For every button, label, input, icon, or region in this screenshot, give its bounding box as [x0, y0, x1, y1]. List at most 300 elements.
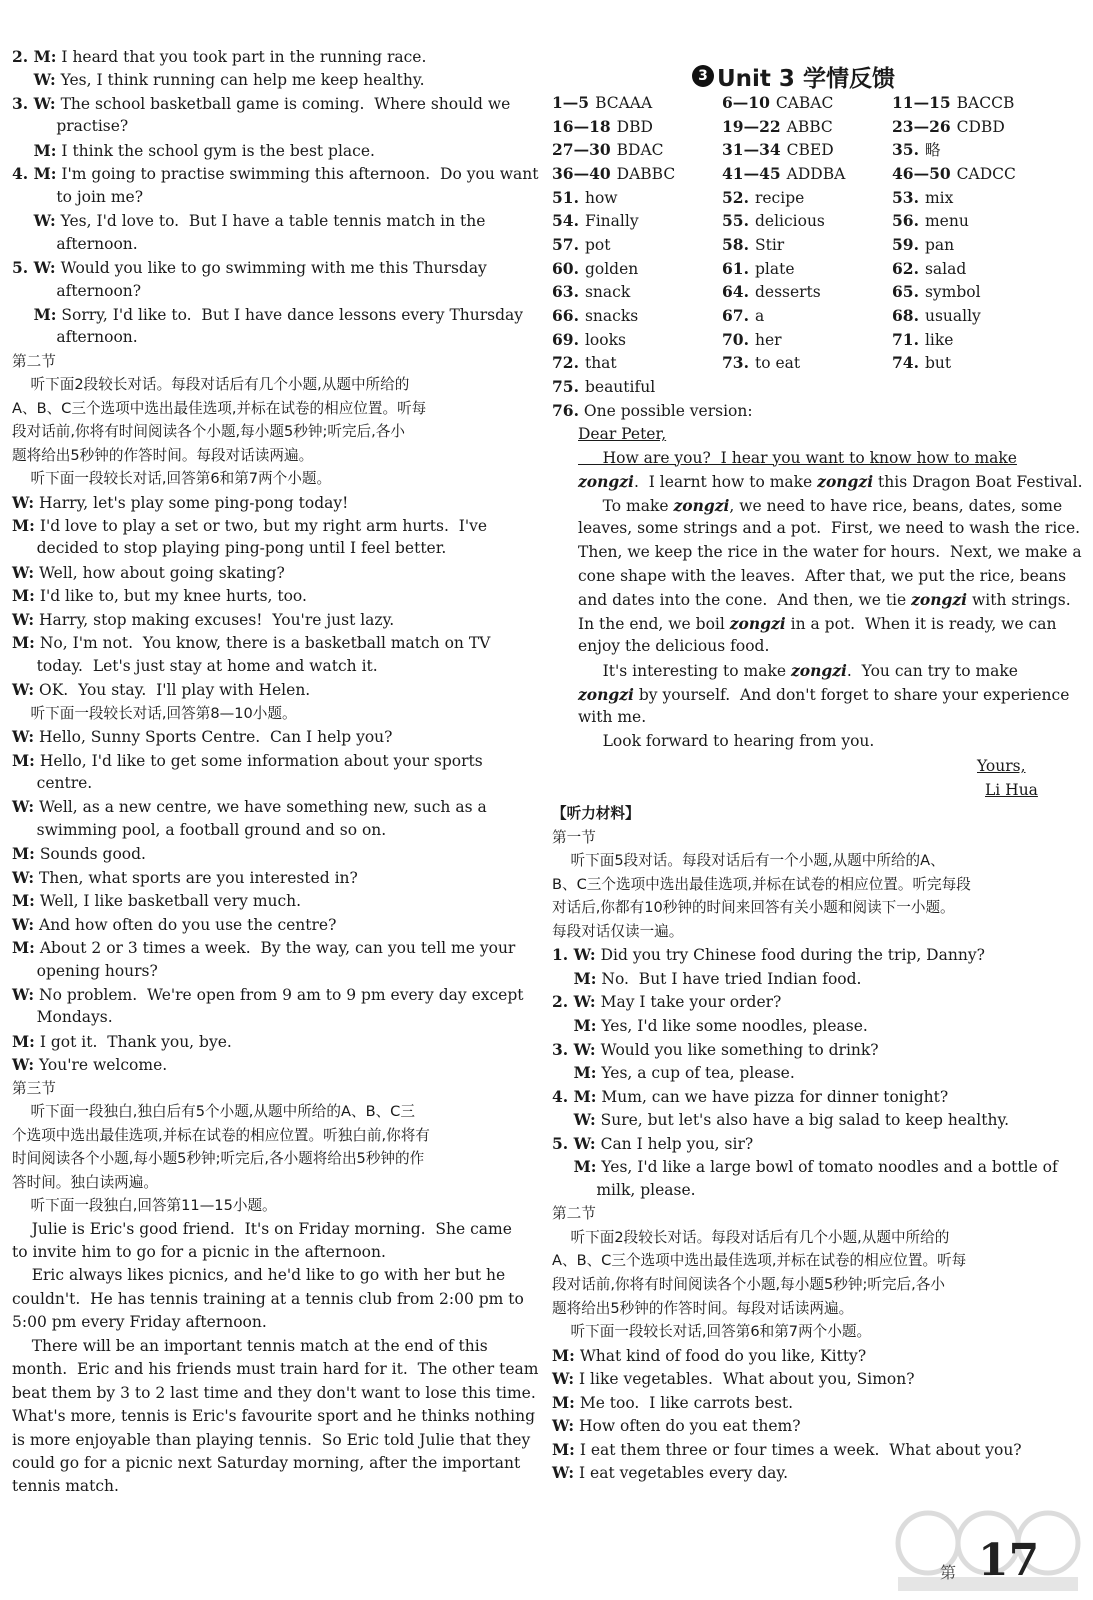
answer-item — [892, 328, 953, 353]
line-text: I like vegetables. What about you, Simon? — [574, 1370, 915, 1389]
answer-value: symbol — [924, 283, 981, 302]
answer-value: Finally — [584, 212, 639, 231]
text-line — [12, 584, 307, 608]
essay-line-text: Then, we keep the rice in the water for hours. Next, we make a — [578, 543, 1082, 561]
text-line — [12, 1288, 524, 1312]
answer-item — [892, 351, 951, 376]
line-text: Then, what sports are you interested in? — [34, 868, 358, 887]
answer-item — [552, 375, 655, 400]
answer-value: beautiful — [584, 377, 656, 396]
essay-line-text: It's interesting to make zongzi. You can try to make — [578, 661, 1018, 680]
text-line — [12, 725, 392, 749]
answer-item — [892, 304, 981, 329]
line-text: Harry, let's play some ping-pong today! — [34, 493, 349, 512]
answer-number: 63. — [552, 282, 579, 302]
essay-line-text: with me. — [578, 708, 647, 727]
answer-number: 71. — [892, 329, 919, 349]
speaker-label: 3. W: — [12, 93, 56, 113]
essay-line — [578, 447, 1017, 471]
answer-number: 54. — [552, 211, 579, 231]
answer-item — [722, 233, 784, 258]
line-text: 听下面一段较长对话,回答第8—10小题。 — [12, 704, 297, 722]
speaker-label: M: — [12, 633, 35, 653]
line-text: No problem. We're open from 9 am to 9 pm every day except — [34, 986, 524, 1004]
speaker-label: W: — [12, 609, 35, 629]
answer-value: salad — [924, 259, 967, 278]
text-line — [12, 162, 538, 186]
answer-value: CADCC — [956, 164, 1016, 183]
line-text: I'd like to, but my knee hurts, too. — [34, 587, 307, 606]
answer-number: 59. — [892, 234, 919, 254]
answer-item — [892, 186, 953, 211]
essay-intro — [552, 399, 753, 423]
essay-line-text: Look forward to hearing from you. — [578, 731, 875, 750]
text-line — [12, 1147, 424, 1171]
text-line — [12, 702, 297, 726]
answer-number: 1—5 — [552, 93, 590, 112]
answer-number: 52. — [722, 187, 749, 207]
text-line — [12, 467, 331, 491]
answer-value: ADDBA — [786, 164, 846, 183]
text-line — [12, 45, 426, 69]
text-line — [12, 1475, 119, 1499]
answer-value: BDAC — [616, 141, 664, 160]
essay-line — [578, 470, 1083, 494]
answer-item — [722, 138, 834, 163]
line-text: I think the school gym is the best place. — [56, 141, 375, 160]
answer-number: 64. — [722, 282, 749, 302]
signature-text: Li Hua — [985, 781, 1038, 799]
speaker-label: M: — [552, 968, 597, 988]
line-text: 时间阅读各个小题,每小题5秒钟;听完后,各小题将给出5秒钟的作 — [12, 1150, 425, 1168]
text-line — [12, 1311, 267, 1335]
answer-value: BACCB — [956, 94, 1015, 112]
essay-line-text: In the end, we boil zongzi in a pot. When it is ready, we can — [578, 613, 1057, 633]
answer-number: 62. — [892, 258, 919, 278]
answer-item — [722, 209, 825, 234]
answer-number: 66. — [552, 305, 579, 325]
speaker-label: 2. M: — [12, 47, 57, 66]
line-text: 第二节 — [12, 352, 56, 370]
answer-item — [722, 304, 764, 329]
text-line — [12, 1452, 520, 1476]
text-line — [12, 795, 487, 819]
answer-item — [722, 91, 833, 116]
answer-item — [722, 351, 800, 376]
text-line — [552, 1179, 696, 1203]
line-text: I eat vegetables every day. — [574, 1464, 789, 1483]
answer-number: 61. — [722, 258, 749, 278]
speaker-label: M: — [12, 844, 35, 864]
answer-item — [552, 186, 618, 211]
line-text: A、B、C三个选项中选出最佳选项,并标在试卷的相应位置。听每 — [12, 399, 427, 417]
answer-number: 75. — [552, 376, 579, 396]
essay-line-text: zongzi by yourself. And don't forget to share your experience — [578, 684, 1070, 704]
text-line — [12, 280, 141, 304]
line-text: Did you try Chinese food during the trip, Danny? — [595, 946, 985, 965]
text-line — [552, 1344, 866, 1368]
text-line — [12, 1218, 512, 1242]
text-line — [12, 209, 485, 233]
line-text: I'd love to play a set or two, but my right arm hurts. I've — [34, 517, 488, 535]
answer-number: 41—45 — [722, 163, 781, 183]
answer-number: 73. — [722, 353, 749, 373]
line-text: 5:00 pm every Friday afternoon. — [12, 1313, 267, 1332]
line-text: 听下面一段较长对话,回答第6和第7两个小题。 — [12, 470, 332, 488]
line-text: B、C三个选项中选出最佳选项,并标在试卷的相应位置。听完每段 — [552, 875, 971, 893]
text-line — [12, 1100, 415, 1124]
essay-line — [578, 565, 1066, 589]
answer-item — [892, 91, 1014, 116]
speaker-label: 2. W: — [552, 992, 596, 1012]
text-line — [12, 326, 138, 350]
line-text: beat them by 3 to 2 last time and they don't want to lose this time. — [12, 1383, 536, 1402]
line-text: You're welcome. — [34, 1056, 168, 1075]
line-text: swimming pool, a football ground and so on. — [12, 820, 387, 839]
text-line — [552, 826, 596, 850]
line-text: Harry, stop making excuses! You're just lazy. — [34, 610, 395, 629]
speaker-label: W: — [12, 914, 35, 934]
text-line — [12, 68, 425, 92]
line-text: What's more, tennis is Eric's favourite sport and he thinks nothing — [12, 1407, 536, 1426]
text-line — [12, 1053, 167, 1077]
answer-item — [722, 162, 845, 187]
text-line — [12, 350, 56, 374]
essay-signature — [985, 779, 1038, 803]
answer-number: 60. — [552, 258, 579, 278]
speaker-label: W: — [12, 985, 35, 1004]
text-line — [552, 1108, 1009, 1132]
text-line — [12, 491, 348, 515]
line-text: The school basketball game is coming. Where should we — [55, 94, 511, 113]
line-text: Can I help you, sir? — [595, 1134, 754, 1153]
text-line — [12, 960, 158, 984]
answer-number: 58. — [722, 234, 749, 254]
text-line — [552, 896, 955, 920]
answer-value: desserts — [754, 283, 821, 302]
speaker-label: M: — [12, 750, 35, 770]
line-text: 题将给出5秒钟的作答时间。每段对话读两遍。 — [552, 1299, 854, 1317]
line-text: Mum, can we have pizza for dinner tonight? — [596, 1087, 949, 1106]
essay-line-text: and dates into the cone. And then, we tie zongzi with strings. — [578, 590, 1071, 610]
line-text: Sounds good. — [34, 845, 146, 864]
line-text: 题将给出5秒钟的作答时间。每段对话读两遍。 — [12, 446, 314, 464]
text-line — [552, 1367, 915, 1391]
line-text: And how often do you use the centre? — [34, 915, 337, 934]
text-line — [552, 1226, 949, 1250]
yours-text: Yours, — [977, 757, 1026, 775]
essay-number: 76. — [552, 401, 579, 420]
answer-item — [722, 280, 821, 305]
line-text: Eric always likes picnics, and he'd like to go with her but he — [12, 1266, 506, 1285]
line-text: 第二节 — [552, 1205, 596, 1223]
text-line — [12, 842, 146, 866]
answer-value: snacks — [584, 306, 639, 325]
speaker-label: M: — [12, 516, 35, 535]
line-text: Me too. I like carrots best. — [574, 1393, 794, 1412]
text-line — [552, 990, 781, 1014]
text-line — [12, 631, 490, 655]
text-line — [12, 1405, 535, 1429]
answer-number: 56. — [892, 211, 919, 231]
answer-number: 53. — [892, 187, 919, 207]
line-text: Yes, I'd like a large bowl of tomato noodles and a bottle of — [596, 1158, 1058, 1177]
speaker-label: M: — [12, 586, 35, 606]
text-line — [12, 1241, 386, 1265]
speaker-label: 5. W: — [552, 1133, 596, 1153]
answer-value: menu — [924, 212, 969, 231]
answer-item — [892, 162, 1016, 187]
answer-value: mix — [924, 188, 954, 207]
answer-value: plate — [754, 259, 795, 278]
line-text: Well, I like basketball very much. — [34, 892, 302, 911]
line-text: Would you like to go swimming with me this Thursday — [55, 259, 487, 278]
text-line — [552, 1061, 795, 1085]
speaker-label: 1. W: — [552, 945, 596, 965]
text-line — [552, 1249, 966, 1273]
speaker-label: M: — [552, 1439, 575, 1459]
text-line — [12, 1194, 277, 1218]
text-line — [12, 139, 375, 163]
answer-item — [552, 304, 638, 329]
answer-number: 70. — [722, 329, 749, 349]
line-text: 对话后,你都有10秒钟的时间来回答有关小题和阅读下一小题。 — [552, 899, 955, 917]
text-line — [552, 1414, 801, 1438]
line-text: 听下面一段较长对话,回答第6和第7两个小题。 — [552, 1323, 872, 1341]
text-line — [12, 256, 487, 280]
speaker-label: W: — [12, 867, 35, 887]
essay-line — [578, 541, 1082, 565]
text-line — [552, 1297, 853, 1321]
line-text: could go for a picnic next Saturday morning, after the important — [12, 1454, 521, 1472]
line-text: to join me? — [12, 187, 144, 206]
text-line — [12, 1030, 232, 1054]
answer-number: 16—18 — [552, 116, 611, 136]
speaker-label: W: — [12, 680, 35, 700]
text-line — [12, 92, 510, 116]
text-line — [552, 1320, 871, 1344]
text-line — [12, 1382, 536, 1406]
line-text: Julie is Eric's good friend. It's on Friday morning. She came — [12, 1219, 512, 1238]
text-line — [552, 943, 985, 967]
answer-value: but — [924, 354, 952, 373]
text-line — [12, 1006, 113, 1030]
essay-intro-text: One possible version: — [583, 402, 753, 420]
speaker-label: W: — [12, 727, 35, 747]
answer-value: recipe — [754, 188, 805, 207]
essay-line — [578, 659, 1018, 683]
answer-item — [892, 233, 954, 258]
text-line — [12, 1358, 538, 1382]
text-line — [12, 819, 386, 843]
answer-number: 35. — [892, 140, 919, 160]
answer-item — [552, 328, 626, 353]
line-text: 个选项中选出最佳选项,并标在试卷的相应位置。听独白前,你将有 — [12, 1126, 430, 1144]
page-prefix: 第 — [940, 1563, 957, 1582]
line-text: No. But I have tried Indian food. — [596, 969, 862, 988]
essay-line — [578, 730, 874, 754]
text-line — [12, 889, 301, 913]
line-text: to invite him to go for a picnic in the afternoon. — [12, 1242, 386, 1261]
unit-title — [692, 58, 895, 94]
text-line — [12, 772, 92, 796]
unit-badge: 3 — [692, 65, 714, 87]
speaker-label: W: — [552, 1416, 575, 1436]
answer-item — [552, 351, 617, 376]
answer-value: CBED — [786, 141, 834, 160]
speaker-label: M: — [552, 1392, 575, 1412]
essay-line-text: cone shape with the leaves. After that, we put the rice, beans — [578, 566, 1067, 585]
essay-line-text: enjoy the delicious food. — [578, 637, 770, 656]
answer-value: BCAAA — [595, 94, 653, 112]
text-line — [12, 1171, 158, 1195]
answer-value: delicious — [754, 212, 825, 231]
speaker-label: 4. M: — [552, 1086, 597, 1106]
answer-number: 31—34 — [722, 140, 781, 160]
text-line — [12, 749, 483, 773]
speaker-label: W: — [12, 797, 35, 817]
line-text: I got it. Thank you, bye. — [34, 1032, 232, 1051]
line-text: How often do you eat them? — [574, 1417, 801, 1436]
line-text: About 2 or 3 times a week. By the way, can you tell me your — [34, 939, 516, 958]
line-text: centre. — [12, 773, 93, 792]
answer-value: CDBD — [956, 117, 1005, 136]
text-line — [552, 920, 683, 944]
answer-number: 11—15 — [892, 93, 951, 112]
answer-value: that — [584, 354, 617, 373]
speaker-label: M: — [552, 1345, 575, 1365]
line-text: 听下面2段较长对话。每段对话后有几个小题,从题中所给的 — [12, 376, 410, 394]
text-line — [12, 420, 405, 444]
answer-item — [552, 138, 664, 163]
text-line — [12, 514, 487, 538]
essay-line — [578, 612, 1056, 636]
line-text: 第一节 — [552, 828, 596, 846]
answer-value: golden — [584, 259, 639, 278]
answer-value: snack — [584, 283, 631, 302]
text-line — [12, 537, 446, 561]
line-text: What kind of food do you like, Kitty? — [574, 1346, 867, 1365]
line-text: Mondays. — [12, 1008, 113, 1027]
text-line — [12, 186, 143, 210]
essay-line-text: leaves, some strings and a pot. First, we need to wash the rice. — [578, 519, 1081, 538]
speaker-label: M: — [12, 938, 35, 958]
text-line — [12, 1077, 56, 1101]
answer-value: like — [924, 330, 954, 349]
answer-value: a — [754, 306, 765, 325]
line-text: Well, as a new centre, we have something new, such as a — [34, 798, 487, 817]
line-text: Yes, a cup of tea, please. — [596, 1064, 795, 1083]
line-text: Hello, Sunny Sports Centre. Can I help you? — [34, 728, 393, 747]
essay-line-text: How are you? I hear you want to know how to make — [578, 448, 1017, 467]
answer-value: pan — [924, 235, 955, 254]
line-text: Sorry, I'd like to. But I have dance lessons every Thursday — [56, 305, 524, 324]
answer-item — [722, 328, 782, 353]
essay-line — [578, 494, 1062, 518]
line-text: 听下面一段独白,回答第11—15小题。 — [12, 1197, 277, 1215]
text-line — [12, 1429, 530, 1453]
text-line — [12, 303, 523, 327]
unit-title-text: Unit 3 学情反馈 — [717, 65, 895, 92]
text-line — [552, 1038, 879, 1062]
text-line — [552, 873, 971, 897]
answer-number: 46—50 — [892, 163, 951, 183]
answer-number: 6—10 — [722, 93, 770, 112]
answer-item — [892, 280, 981, 305]
text-line — [552, 849, 945, 873]
answer-value: DABBC — [616, 164, 676, 183]
answer-item — [722, 257, 795, 282]
speaker-label: M: — [552, 1157, 597, 1177]
answer-number: 27—30 — [552, 140, 611, 160]
answer-item — [892, 257, 966, 282]
line-text: couldn't. He has tennis training at a tennis club from 2:00 pm to — [12, 1289, 524, 1308]
line-text: practise? — [12, 117, 129, 136]
answer-number: 72. — [552, 353, 579, 373]
text-line — [552, 1202, 596, 1226]
text-line — [12, 233, 138, 257]
line-text: tennis match. — [12, 1477, 119, 1496]
line-text: I eat them three or four times a week. What about you? — [574, 1440, 1022, 1459]
line-text: A、B、C三个选项中选出最佳选项,并标在试卷的相应位置。听每 — [552, 1252, 967, 1270]
answer-number: 67. — [722, 305, 749, 325]
line-text: afternoon. — [12, 234, 138, 253]
line-text: I heard that you took part in the running race. — [56, 48, 427, 66]
answer-number: 74. — [892, 353, 919, 373]
speaker-label: 4. M: — [12, 164, 57, 184]
text-line — [552, 1391, 793, 1415]
text-line — [12, 655, 378, 679]
speaker-label: M: — [552, 1015, 597, 1035]
speaker-label: W: — [12, 492, 35, 512]
line-text: decided to stop playing ping-pong until I feel better. — [12, 539, 447, 558]
text-line — [12, 1124, 430, 1148]
speaker-label: W: — [552, 1369, 575, 1389]
line-text: 听下面5段对话。每段对话后有一个小题,从题中所给的A、 — [552, 852, 945, 870]
answer-value: pot — [584, 235, 611, 254]
essay-line — [578, 635, 769, 659]
text-line — [552, 1085, 948, 1109]
line-text: 答时间。独白读两遍。 — [12, 1173, 158, 1191]
line-text: 听下面2段较长对话。每段对话后有几个小题,从题中所给的 — [552, 1228, 950, 1246]
line-text: 段对话前,你将有时间阅读各个小题,每小题5秒钟;听完后,各小 — [552, 1276, 945, 1293]
text-line — [12, 1264, 505, 1288]
text-line — [12, 983, 524, 1007]
answer-number: 65. — [892, 282, 919, 302]
answer-item — [552, 162, 675, 187]
line-text: Yes, I'd like some noodles, please. — [596, 1016, 868, 1035]
line-text: Yes, I think running can help me keep healthy. — [55, 71, 425, 90]
line-text: month. Eric and his friends must train hard for it. The other team — [12, 1360, 539, 1379]
text-line — [12, 115, 128, 139]
answer-number: 51. — [552, 187, 579, 207]
line-text: I'm going to practise swimming this afternoon. Do you want — [56, 165, 539, 184]
line-text: Would you like something to drink? — [595, 1040, 879, 1059]
line-text: 【听力材料】 — [552, 805, 640, 822]
essay-line-text: Dear Peter, — [578, 425, 667, 443]
answer-value: her — [754, 330, 782, 349]
speaker-label: W: — [12, 211, 56, 231]
line-text: No, I'm not. You know, there is a basketball match on TV — [34, 634, 491, 653]
text-line — [12, 936, 515, 960]
speaker-label: W: — [12, 562, 35, 582]
answer-value: ABBC — [786, 117, 833, 136]
line-text: milk, please. — [552, 1180, 696, 1199]
answer-value: looks — [584, 330, 626, 349]
answer-number: 68. — [892, 305, 919, 325]
line-text: Yes, I'd love to. But I have a table tennis match in the — [55, 212, 486, 231]
answer-value: Stir — [754, 235, 785, 254]
